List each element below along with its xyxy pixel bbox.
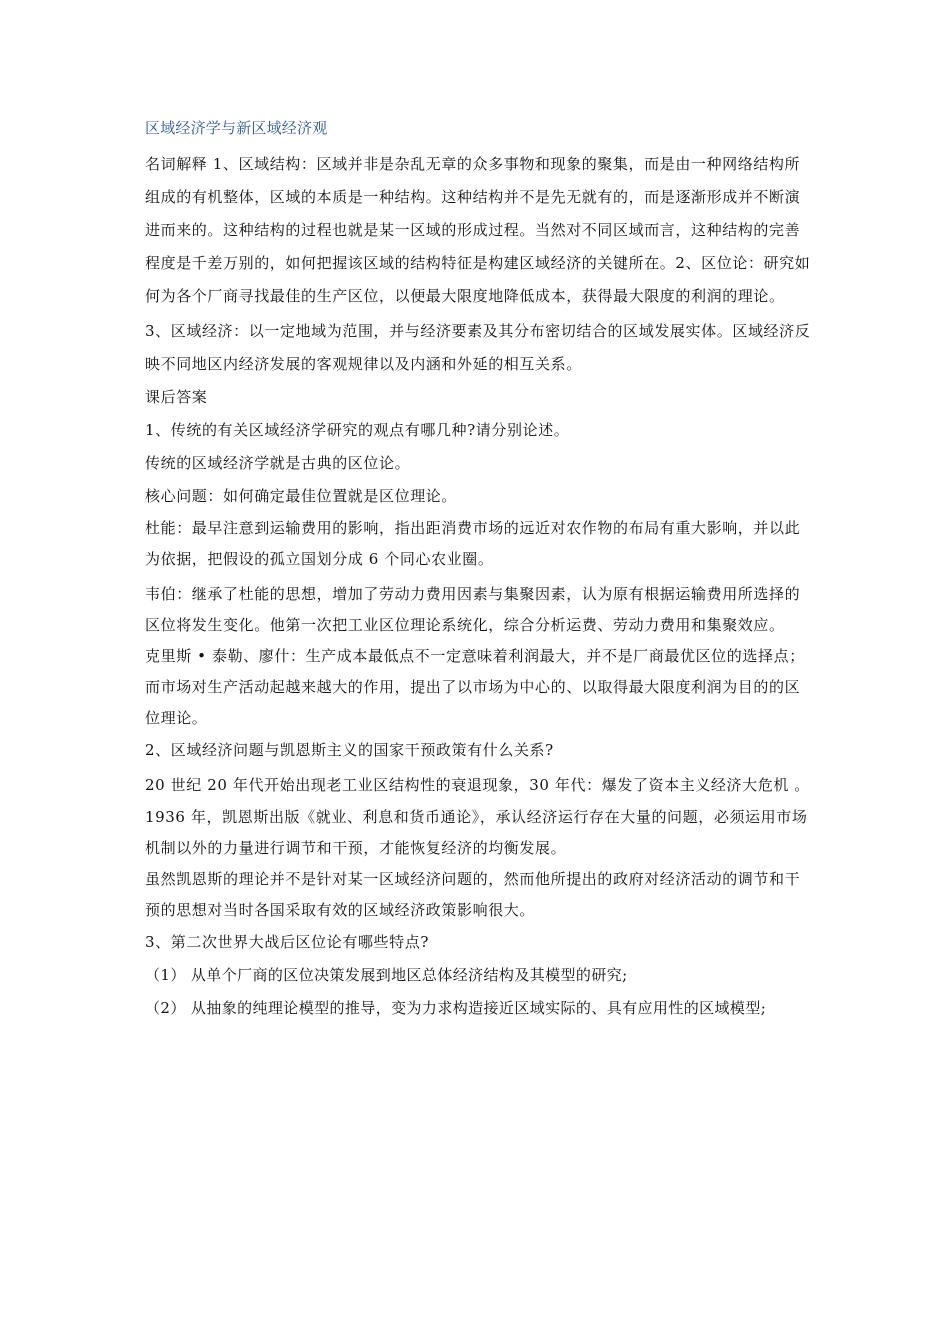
answer-line-1920s: 20 世纪 20 年代开始出现老工业区结构性的衰退现象，30 年代：爆发了资本主义经济大危机 。 [145,776,810,794]
paragraph-keynes-influence: 虽然凯恩斯的理论并不是针对某一区域经济问题的，然而他所提出的政府对经济活动的调节和干预的思想对当时各国采取有效的区域经济政策影响很大。 [145,870,801,919]
paragraph-thunen: 杜能：最早注意到运输费用的影响，指出距消费市场的远近对农作物的布局有重大影响，并以此为依据，把假设的孤立国划分成 6 个同心农业圈。 [145,519,801,568]
paragraph-keynes-1936: 1936 年，凯恩斯出版《就业、利息和货币通论》，承认经济运行存在大量的问题，必须运用市场机制以外的力量进行调节和干预，才能恢复经济的均衡发展。 [145,808,808,857]
document-page [145,118,815,1025]
list-item-1: （1） 从单个厂商的区位决策发展到地区总体经济结构及其模型的研究; [145,966,628,984]
question-3: 3、第二次世界大战后区位论有哪些特点? [145,933,429,951]
paragraph-definitions: 名词解释 1、区域结构：区域并非是杂乱无章的众多事物和现象的聚集，而是由一种网络结构所组成的有机整体，区域的本质是一种结构。这种结构并不是先无就有的，而是逐渐形成并不断演进而来的。这种结构的过程也就是某一区域的形成过程。当然对不同区域而言，这种结构的完善程度是千差万别的，如何把握该区域的结构特征是构建区域经济的关键所在。2、区位论：研究如何为各个厂商寻找最佳的生产区位，以便最大限度地降低成本，获得最大限度的利润的理论。 [145,155,811,305]
question-1: 1、传统的有关区域经济学研究的观点有哪几种?请分别论述。 [145,421,570,439]
answer-line-core-question: 核心问题：如何确定最佳位置就是区位理论。 [145,487,458,505]
list-item-2: （2） 从抽象的纯理论模型的推导，变为力求构造接近区域实际的、具有应用性的区域模型; [145,999,767,1017]
paragraph-regional-economy: 3、区域经济：以一定地域为范围，并与经济要素及其分布密切结合的区域发展实体。区域经济反映不同地区内经济发展的客观规律以及内涵和外延的相互关系。 [145,322,811,373]
document-title: 区域经济学与新区域经济观 [145,119,328,137]
answer-line-traditional: 传统的区域经济学就是古典的区位论。 [145,454,411,472]
section-heading-answers: 课后答案 [145,388,208,406]
paragraph-weber: 韦伯：继承了杜能的思想，增加了劳动力费用因素与集聚因素，认为原有根据运输费用所选择的区位将发生变化。他第一次把工业区位理论系统化，综合分析运费、劳动力费用和集聚效应。 [145,585,801,634]
paragraph-christaller-losch: 克里斯 • 泰勒、廖什：生产成本最低点不一定意味着利润最大，并不是厂商最优区位的选择点；而市场对生产活动起越来越大的作用，提出了以市场为中心的、以取得最大限度利润为目的的区位理论。 [145,647,805,727]
question-2: 2、区域经济问题与凯恩斯主义的国家干预政策有什么关系? [145,741,554,759]
